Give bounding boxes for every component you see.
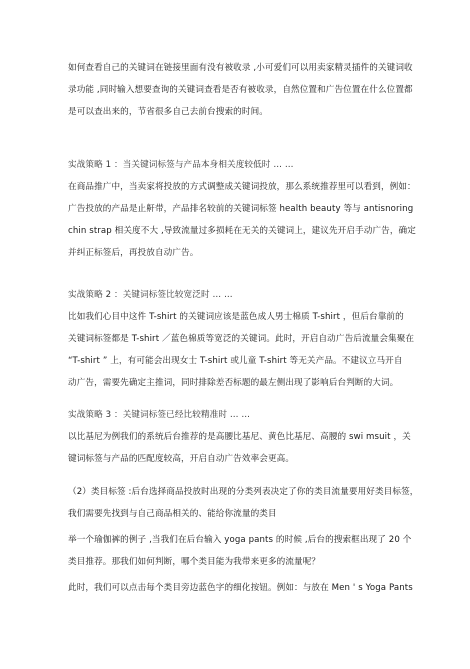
strategy-3-section <box>68 404 418 470</box>
text-line: 广告投放的产品是止鼾带，产品排名较前的关键词标签 health beauty 等与 antisnoring <box>68 204 414 214</box>
text-line: 动广告，需要先确定主推词，同时排除差否标题的最左侧出现了影响后台判断的大词。 <box>68 378 399 388</box>
text-line: 键词标签与产品的匹配度较高，开启自动广告效率会更高。 <box>68 454 295 464</box>
text-line: 关键词标签都是 T-shirt ／蓝色棉质等宽泛的关键词。此时，开启自动广告后流量会集聚在 <box>68 334 415 344</box>
strategy-3-heading: 实战策略 3 ：关键词标签已经比较精准时 … … <box>68 410 251 420</box>
text-line: 并纠正标签后，再投放自动广告。 <box>68 248 199 258</box>
text-line: 我们需要先找到与自己商品相关的、能给你流量的类目 <box>68 509 277 519</box>
text-line: 类目推荐。那我们如何判断，哪个类目能为我带来更多的流量呢？ <box>68 557 321 567</box>
strategy-2-heading: 实战策略 2 ：关键词标签比较宽泛时 … … <box>68 290 233 300</box>
category-section <box>68 481 418 599</box>
strategy-1-heading: 实战策略 1 ：当关键词标签与产品本身相关度较低时 … … <box>68 160 294 170</box>
strategy-1-section <box>68 154 418 264</box>
text-line: “T-shirt ” 上，有可能会出现女士 T-shirt 或儿童 T-shirt 等无关产品。不建议立马开自 <box>68 356 403 366</box>
category-heading-line: （2）类目标签 :后台选择商品投放时出现的分类列表决定了你的类目流量要用好类目标签， <box>68 487 419 497</box>
text-line: 此时，我们可以点击每个类目旁边蓝色字的细化按钮。例如：与放在 Men ' s Yoga Pants <box>68 583 413 593</box>
intro-paragraph <box>68 57 418 123</box>
text-line: 录功能 ,同时输入想要查询的关键词查看是否有被收录，自然位置和广告位置在什么位置都 <box>68 85 413 95</box>
strategy-2-section <box>68 284 418 394</box>
text-line: 举一个瑜伽裤的例子 ,当我们在后台输入 yoga pants 的时候 ,后台的搜索框出现了 20 个 <box>68 535 412 545</box>
text-line: 比如我们心目中这件 T-shirt 的关键词应该是蓝色成人男士棉质 T-shirt ，但后台靠前的 <box>68 312 404 322</box>
text-line: 以比基尼为例我们的系统后台推荐的是高腰比基尼、黄色比基尼、高腰的 swi msuit ，关 <box>68 432 411 442</box>
text-line: 在商品推广中，当卖家将投放的方式调整成关键词投放，那么系统推荐里可以看到，例如： <box>68 182 416 192</box>
text-line: chin strap 相关度不大 ,导致流量过多损耗在无关的关键词上，建议先开启手动广告，确定 <box>68 226 416 236</box>
text-line: 如何查看自己的关键词在链接里面有没有被收录 ,小可爱们可以用卖家精灵插件的关键词收 <box>68 63 413 73</box>
text-line: 是可以查出来的，节省很多自己去前台搜索的时间。 <box>68 107 268 117</box>
